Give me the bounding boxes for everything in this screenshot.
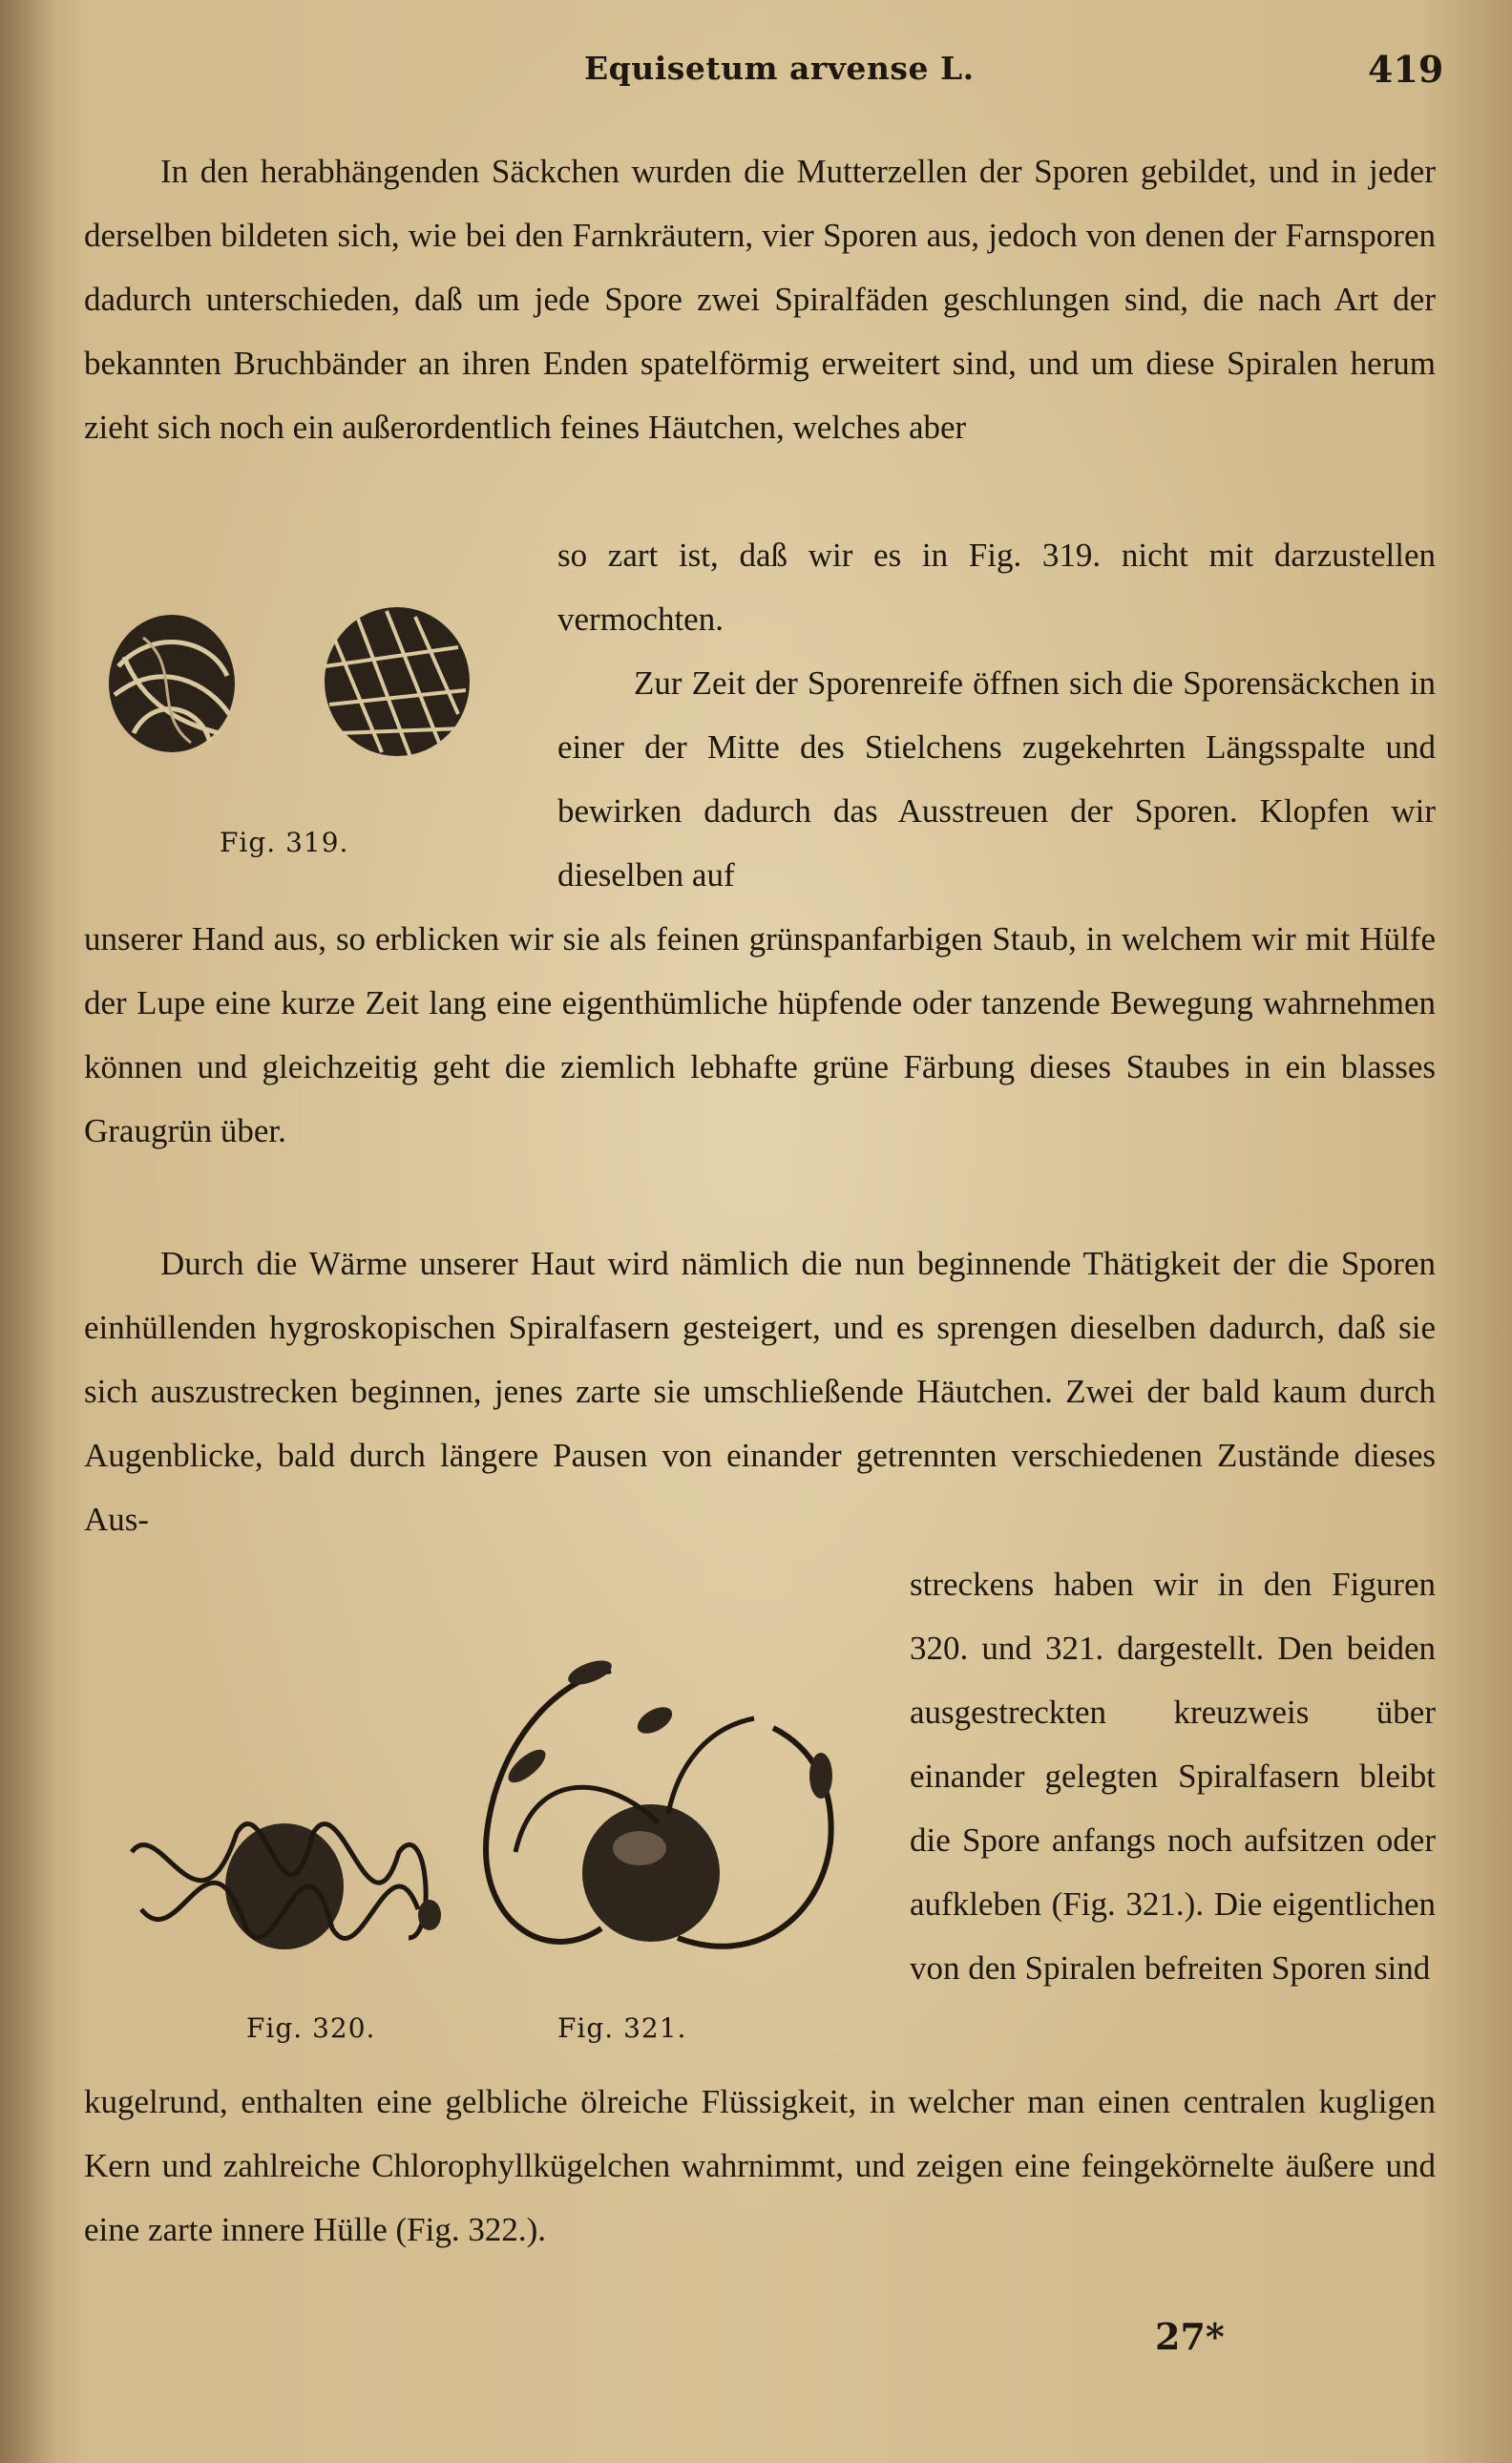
spore-319-right — [325, 607, 470, 757]
spore-319-left — [109, 615, 235, 752]
fig-320-caption: Fig. 320. — [246, 2012, 376, 2044]
paragraph-3-end: kugelrund, enthalten eine gelbliche ölreiche Flüssigkeit, in welcher man einen centralen kugligen Kern und zahlreiche Chlorophyllkügelchen wahrnimmt, und zeigen eine feingekörnelte äußere und eine zarte innere Hülle (Fig. 322.). — [84, 2083, 1436, 2248]
fig-319-caption: Fig. 319. — [220, 827, 349, 858]
running-title: Equisetum arvense L. — [584, 50, 975, 87]
figure-321 — [468, 1661, 869, 2005]
paragraph-2-start: Zur Zeit der Sporenreife öffnen sich die Sporensäckchen in einer der Mitte des Stielchens zugekehrten Längsspalte und bewirken dadurch das Ausstreuen der Sporen. Klopfen wir dieselben auf — [557, 664, 1436, 894]
gutter-shadow — [0, 0, 57, 2463]
paragraph-1: In den herabhängenden Säckchen wurden die Mutterzellen der Sporen gebildet, und in jeder derselben bildeten sich, wie bei den Farnkräutern, vier Sporen aus, jedoch von denen der Farnsporen dadurch unterschieden, daß um jede Spore zwei Spiralfäden geschlungen sind, die nach Art der bekannten Bruchbänder an ihren Enden spatelförmig erweitert sind, und um diese Spiralen herum zieht sich noch ein außerordentlich feines Häutchen, welches aber — [84, 153, 1436, 446]
paragraph-2-end: unserer Hand aus, so erblicken wir sie als feinen grünspanfarbigen Staub, in welchem wir mit Hülfe der Lupe eine kurze Zeit lang eine eigenthümliche hüpfende oder tanzende Bewegung wahrnehmen können und gleichzeitig geht die ziemlich lebhafte grüne Färbung dieses Staubes in ein blasses Graugrün über. — [84, 920, 1436, 1149]
figure-319 — [95, 600, 496, 771]
paragraph-3-start: Durch die Wärme unserer Haut wird nämlich die nun beginnende Thätigkeit der die Sporen einhüllenden hygroskopischen Spiralfasern gesteigert, und es sprengen dieselben dadurch, daß sie sich auszustrecken beginnen, jenes zarte sie umschließende Häutchen. Zwei der bald kaum durch Augenblicke, bald durch längere Pausen von einander getrennten verschiedenen Zustände dieses Aus- — [84, 1245, 1436, 1538]
page-number: 419 — [1368, 48, 1444, 91]
paragraph-1-end: so zart ist, daß wir es in Fig. 319. nicht mit darzustellen vermochten. — [557, 537, 1436, 638]
figure-320 — [122, 1795, 447, 1967]
paragraph-3-middle: streckens haben wir in den Figuren 320. und 321. dargestellt. Den beiden ausgestreckten kreuzweis über einander gelegten Spiralfasern bleibt die Spore anfangs noch aufsitzen oder aufkleben (Fig. 321.). Die eigentlichen von den Spiralen befreiten Sporen sind — [910, 1566, 1436, 1987]
fig-321-caption: Fig. 321. — [557, 2012, 687, 2044]
signature-mark: 27* — [1155, 2315, 1225, 2358]
